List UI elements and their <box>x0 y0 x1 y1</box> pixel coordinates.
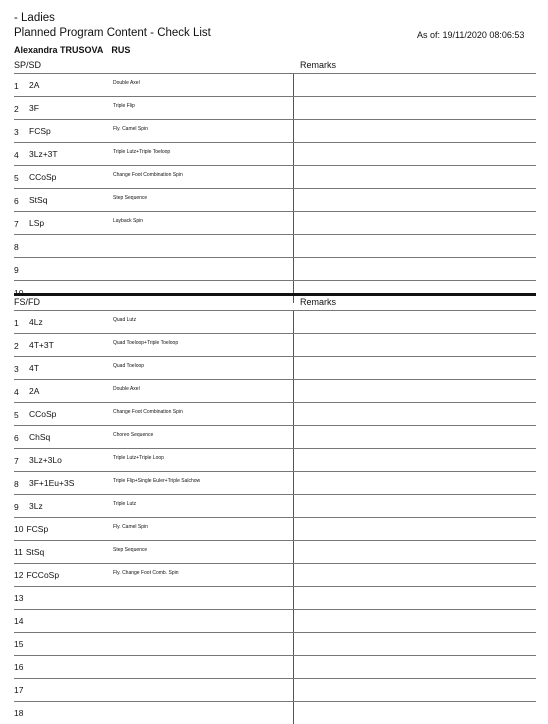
free-skating-remarks-label: Remarks <box>300 297 337 307</box>
element-code: 4T <box>29 363 39 373</box>
table-row <box>14 74 536 97</box>
element-code: StSq <box>25 547 45 557</box>
row-number: 4 <box>14 387 19 397</box>
table-row <box>14 702 536 724</box>
table-row <box>14 120 536 143</box>
row-number-and-code <box>14 685 26 695</box>
row-number: 7 <box>14 219 19 229</box>
table-row <box>14 380 536 403</box>
table-row <box>14 212 536 235</box>
row-number: 3 <box>14 127 19 137</box>
element-code: 2A <box>29 80 40 90</box>
table-row <box>14 587 536 610</box>
short-program-header <box>14 60 536 74</box>
element-code: CCoSp <box>29 409 57 419</box>
element-code: 3Lz+3T <box>29 149 58 159</box>
element-code: FCCoSp <box>26 570 60 580</box>
element-name: Triple Flip <box>113 103 135 109</box>
row-number: 2 <box>14 104 19 114</box>
table-row <box>14 495 536 518</box>
row-number: 1 <box>14 81 19 91</box>
table-row <box>14 656 536 679</box>
row-number-and-code <box>14 708 26 718</box>
free-skating-label: FS/FD <box>14 297 40 307</box>
element-name: Change Foot Combination Spin <box>113 172 183 178</box>
element-name: Triple Flip+Single Euler+Triple Salchow <box>113 478 201 484</box>
row-number: 9 <box>14 502 19 512</box>
element-name: Layback Spin <box>113 218 144 224</box>
row-number: 8 <box>14 479 19 489</box>
element-code: 2A <box>29 386 40 396</box>
element-name: Step Sequence <box>113 547 148 553</box>
row-number: 7 <box>14 456 19 466</box>
row-number: 3 <box>14 364 19 374</box>
table-row <box>14 449 536 472</box>
table-row <box>14 166 536 189</box>
element-name: Double Axel <box>113 386 140 392</box>
table-row <box>14 472 536 495</box>
free-skating-rows <box>14 311 536 724</box>
row-number-and-code <box>14 547 44 557</box>
short-program-label: SP/SD <box>14 60 42 70</box>
row-number-and-code <box>14 616 26 626</box>
free-skating-header <box>14 297 536 311</box>
table-row <box>14 403 536 426</box>
row-number-and-code <box>14 662 26 672</box>
row-number-and-code <box>14 570 59 580</box>
as-of-timestamp: As of: 19/11/2020 08:06:53 <box>417 30 525 40</box>
element-name: Triple Lutz+Triple Loop <box>113 455 164 461</box>
row-number: 5 <box>14 410 19 420</box>
short-program-rows <box>14 74 536 303</box>
free-skating-section <box>14 297 536 724</box>
section-divider <box>14 293 536 296</box>
element-code: FCSp <box>29 126 51 136</box>
element-name: Step Sequence <box>113 195 148 201</box>
element-code: 4Lz <box>29 317 43 327</box>
table-row <box>14 311 536 334</box>
element-code: 4T+3T <box>29 340 54 350</box>
table-row <box>14 235 536 258</box>
table-row <box>14 258 536 281</box>
element-name: Quad Lutz <box>113 317 137 323</box>
element-name: Fly. Camel Spin <box>113 524 148 530</box>
row-number: 12 <box>14 570 24 580</box>
row-number: 15 <box>14 639 24 649</box>
event-title: - Ladies <box>14 12 55 24</box>
row-number: 4 <box>14 150 19 160</box>
skater-name: Alexandra TRUSOVA <box>14 45 104 55</box>
table-row <box>14 189 536 212</box>
table-row <box>14 97 536 120</box>
row-number: 6 <box>14 433 19 443</box>
table-row <box>14 426 536 449</box>
document-title: Planned Program Content - Check List <box>14 27 211 39</box>
row-number: 9 <box>14 265 19 275</box>
element-name: Choreo Sequence <box>113 432 154 438</box>
table-row <box>14 541 536 564</box>
table-row <box>14 518 536 541</box>
element-name: Fly. Change Foot Comb. Spin <box>113 570 179 576</box>
row-number-and-code <box>14 593 26 603</box>
element-code: 3Lz+3Lo <box>29 455 62 465</box>
row-number: 6 <box>14 196 19 206</box>
element-name: Quad Toeloop <box>113 363 145 369</box>
short-program-remarks-label: Remarks <box>300 60 337 70</box>
element-code: ChSq <box>29 432 51 442</box>
row-number-and-code <box>14 524 48 534</box>
element-name: Fly. Camel Spin <box>113 126 148 132</box>
element-name: Triple Lutz <box>113 501 137 507</box>
element-code: CCoSp <box>29 172 57 182</box>
row-number: 8 <box>14 242 19 252</box>
element-code: FCSp <box>26 524 49 534</box>
element-name: Quad Toeloop+Triple Toeloop <box>113 340 179 346</box>
element-name: Double Axel <box>113 80 140 86</box>
element-name: Change Foot Combination Spin <box>113 409 183 415</box>
row-number: 18 <box>14 708 24 718</box>
short-program-section <box>14 60 536 303</box>
table-row <box>14 564 536 587</box>
table-row <box>14 357 536 380</box>
table-row <box>14 143 536 166</box>
element-name: Triple Lutz+Triple Toeloop <box>113 149 171 155</box>
table-row <box>14 679 536 702</box>
table-row <box>14 633 536 656</box>
table-row <box>14 334 536 357</box>
row-number: 1 <box>14 318 19 328</box>
element-code: LSp <box>29 218 45 228</box>
row-number: 11 <box>14 547 23 557</box>
row-number: 13 <box>14 593 24 603</box>
table-row <box>14 610 536 633</box>
element-code: 3Lz <box>29 501 43 511</box>
row-number: 5 <box>14 173 19 183</box>
row-number: 14 <box>14 616 24 626</box>
skater-line <box>14 45 130 55</box>
skater-nation: RUS <box>111 45 131 55</box>
element-code: 3F <box>29 103 39 113</box>
row-number-and-code <box>14 639 26 649</box>
element-code: StSq <box>29 195 48 205</box>
row-number: 17 <box>14 685 24 695</box>
row-number: 2 <box>14 341 19 351</box>
row-number: 16 <box>14 662 24 672</box>
element-code: 3F+1Eu+3S <box>29 478 75 488</box>
row-number: 10 <box>14 524 24 534</box>
